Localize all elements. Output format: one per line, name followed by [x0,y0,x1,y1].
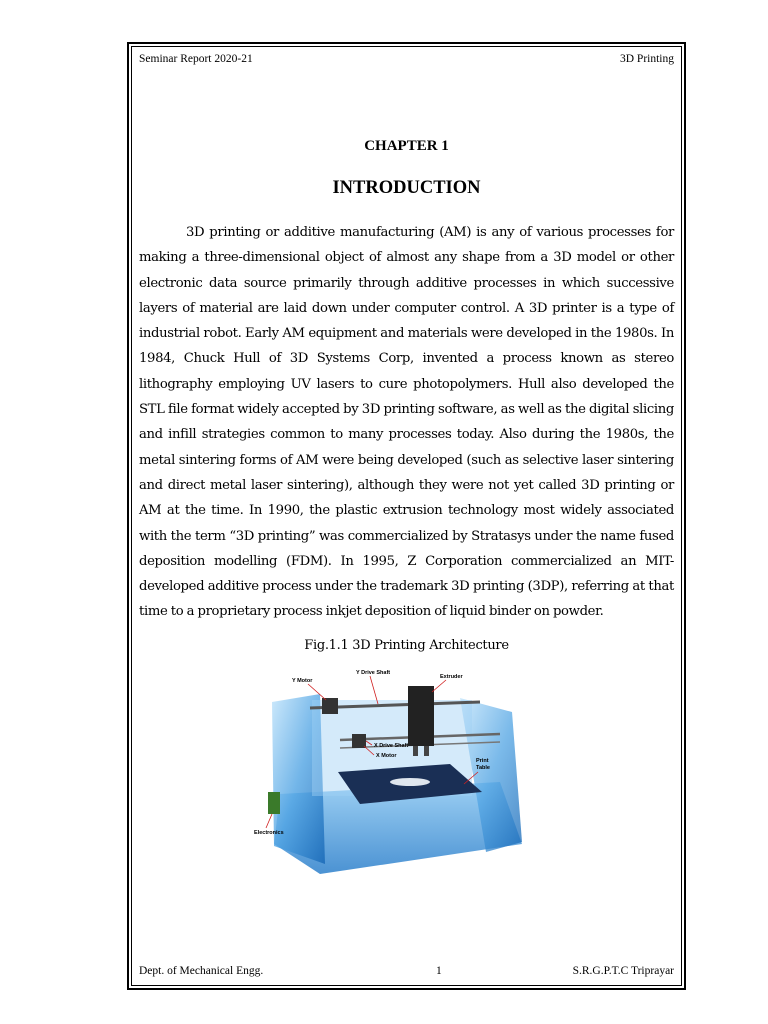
label-print-table-line1: Print [476,758,489,764]
extruder-nozzle-2 [424,746,429,756]
label-print-table-line2: Table [476,765,490,771]
label-y-motor: Y Motor [292,678,313,684]
extruder-block [408,686,434,746]
arrow-y-drive-shaft [370,676,378,704]
footer-department: Dept. of Mechanical Engg. [139,965,264,977]
intro-paragraph: 3D printing or additive manufacturing (AM) is any of various processes for making a three-dimensional object of almost any shape from a 3D model or other electronic data source primarily through additive processes in which successive layers of material are laid down under computer control. A 3D printer is a type of industrial robot. Early AM equipment and materials were developed in the 1980s. In 1984, Chuck Hull of 3D Systems Corp, invented a process known as stereo lithography employing UV lasers to cure photopolymers. Hull also developed the STL file format widely accepted by 3D printing software, as well as the digital slicing and infill strategies common to many processes today. Also during the 1980s, the metal sintering forms of AM were being developed (such as selective laser sintering and direct metal laser sintering), although they were not yet called 3D printing or AM at the time. In 1990, the plastic extrusion technology most widely associated with the term “3D printing” was commercialized by Stratasys under the name fused deposition modelling (FDM). In 1995, Z Corporation commercialized an MIT-developed additive process under the trademark 3D printing (3DP), referring at that time to a proprietary process inkjet deposition of liquid binder on powder. [139,225,674,620]
label-electronics: Electronics [254,830,284,836]
arrow-extruder [432,680,446,692]
x-motor-body [352,734,366,748]
arrow-electronics [266,814,272,828]
header-report-title: Seminar Report 2020-21 [139,53,253,65]
label-x-motor: X Motor [376,753,397,759]
chapter-title: INTRODUCTION [332,178,481,198]
label-x-drive-shaft: X Drive Shaft [374,743,409,749]
extruder-nozzle [413,746,418,756]
electronics-board [268,792,280,814]
chapter-label: CHAPTER 1 [364,138,449,154]
figure-caption: Fig.1.1 3D Printing Architecture [304,638,509,653]
printer-architecture-figure [250,664,540,882]
label-extruder: Extruder [440,674,463,680]
y-motor-body [322,698,338,714]
header-topic: 3D Printing [620,53,674,65]
footer-page-number: 1 [436,965,442,977]
printer-illustration [250,664,540,882]
footer-institution: S.R.G.P.T.C Triprayar [572,965,674,977]
printed-part [390,778,430,786]
label-y-drive-shaft: Y Drive Shaft [356,670,391,676]
